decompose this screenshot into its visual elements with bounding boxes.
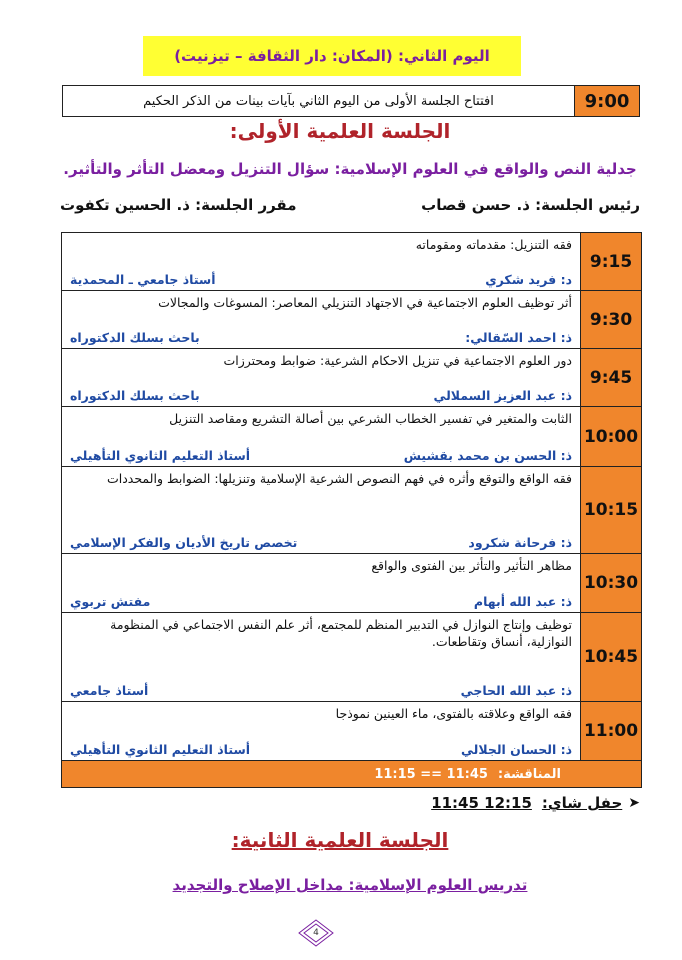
schedule-row bbox=[62, 291, 641, 349]
arrow-icon: ➤ bbox=[628, 795, 640, 811]
row-time: 10:45 bbox=[580, 613, 641, 701]
day-banner-text: اليوم الثاني: (المكان: دار الثقافة – تيزنيت) bbox=[174, 47, 490, 65]
row-time: 9:30 bbox=[580, 291, 641, 348]
row-speaker: ذ: الحسن بن محمد بقشيش bbox=[403, 448, 572, 463]
row-title: الثابت والمتغير في تفسير الخطاب الشرعي بين أصالة التشريع ومقاصد التنزيل bbox=[169, 411, 572, 426]
opening-row bbox=[62, 85, 640, 117]
row-role: أستاذ جامعي bbox=[70, 683, 149, 698]
session1-heading: الجلسة العلمية الأولى: bbox=[229, 119, 451, 143]
schedule-row bbox=[62, 467, 641, 554]
row-speaker: ذ: عبد الله أبهام bbox=[473, 594, 572, 609]
row-role: أستاذ جامعي ـ المحمدية bbox=[70, 272, 216, 287]
row-role: أستاذ التعليم الثانوي التأهيلي bbox=[70, 448, 251, 463]
session2-heading: الجلسة العلمية الثانية: bbox=[231, 828, 449, 852]
row-speaker: ذ: عبد الله الحاجي bbox=[460, 683, 572, 698]
schedule-row bbox=[62, 613, 641, 702]
session-rapporteur: مقرر الجلسة: ذ. الحسين تكفوت bbox=[60, 196, 297, 214]
row-time: 10:30 bbox=[580, 554, 641, 612]
row-speaker: ذ: الحسان الجلالي bbox=[460, 742, 572, 757]
row-title: توظيف وإنتاج النوازل في التدبير المنظم للمجتمع، أثر علم النفس الاجتماعي في المنظومة النوازلية، أنساق وتقاطعات. bbox=[110, 617, 572, 649]
page-number: 4 bbox=[313, 928, 319, 938]
row-role: باحث بسلك الدكتوراه bbox=[70, 330, 200, 345]
discussion-label: المناقشة: bbox=[497, 766, 561, 782]
row-speaker: ذ: عبد العزيز السملالي bbox=[433, 388, 572, 403]
tea-time: 11:45 12:15 bbox=[431, 794, 532, 812]
schedule-row bbox=[62, 407, 641, 467]
opening-text: افتتاح الجلسة الأولى من اليوم الثاني بآيات بينات من الذكر الحكيم bbox=[143, 93, 494, 109]
row-time: 11:00 bbox=[580, 702, 641, 760]
row-speaker: ذ: احمد السّقالي: bbox=[465, 330, 572, 345]
row-time: 9:15 bbox=[580, 233, 641, 290]
row-title: فقه الواقع وعلاقته بالفتوى، ماء العينين نموذجا bbox=[335, 706, 572, 721]
row-title: مظاهر التأثير والتأثر بين الفتوى والواقع bbox=[371, 558, 572, 573]
schedule-table bbox=[61, 232, 642, 788]
day-banner bbox=[143, 36, 521, 76]
tea-break bbox=[410, 794, 640, 812]
opening-time: 9:00 bbox=[574, 86, 639, 116]
schedule-row bbox=[62, 349, 641, 407]
row-time: 10:00 bbox=[580, 407, 641, 466]
row-title: فقه التنزيل: مقدماته ومقوماته bbox=[415, 237, 572, 252]
schedule-row bbox=[62, 233, 641, 291]
row-time: 10:15 bbox=[580, 467, 641, 553]
schedule-row bbox=[62, 554, 641, 613]
page-number-ornament bbox=[298, 919, 334, 947]
session-chair: رئيس الجلسة: ذ. حسن قصاب bbox=[421, 196, 640, 214]
session1-theme: جدلية النص والواقع في العلوم الإسلامية: سؤال التنزيل ومعضل التأثر والتأثير. bbox=[63, 160, 637, 178]
row-role: أستاذ التعليم الثانوي التأهيلي bbox=[70, 742, 251, 757]
row-role: مفتش تربوي bbox=[70, 594, 151, 609]
row-role: تخصص تاريخ الأديان والفكر الإسلامي bbox=[70, 535, 298, 550]
discussion-time: 11:15 == 11:45 bbox=[374, 766, 488, 782]
row-title: دور العلوم الاجتماعية في تنزيل الاحكام الشرعية: ضوابط ومحترزات bbox=[223, 353, 572, 368]
discussion-row bbox=[62, 761, 641, 787]
tea-label: حفل شاي: bbox=[541, 794, 623, 812]
row-time: 9:45 bbox=[580, 349, 641, 406]
row-role: باحث بسلك الدكتوراه bbox=[70, 388, 200, 403]
row-speaker: د: فريد شكري bbox=[485, 272, 572, 287]
schedule-row bbox=[62, 702, 641, 761]
row-title: فقه الواقع والتوقع وأثره في فهم النصوص الشرعية الإسلامية وتنزيلها: الضوابط والمحددات bbox=[107, 471, 572, 486]
session2-theme: تدريس العلوم الإسلامية: مداخل الإصلاح والتجديد bbox=[172, 876, 528, 894]
session1-officials bbox=[60, 196, 640, 214]
row-title: أثر توظيف العلوم الاجتماعية في الاجتهاد التنزيلي المعاصر: المسوغات والمجالات bbox=[158, 295, 572, 310]
row-speaker: ذ: فرحانة شكرود bbox=[468, 535, 572, 550]
